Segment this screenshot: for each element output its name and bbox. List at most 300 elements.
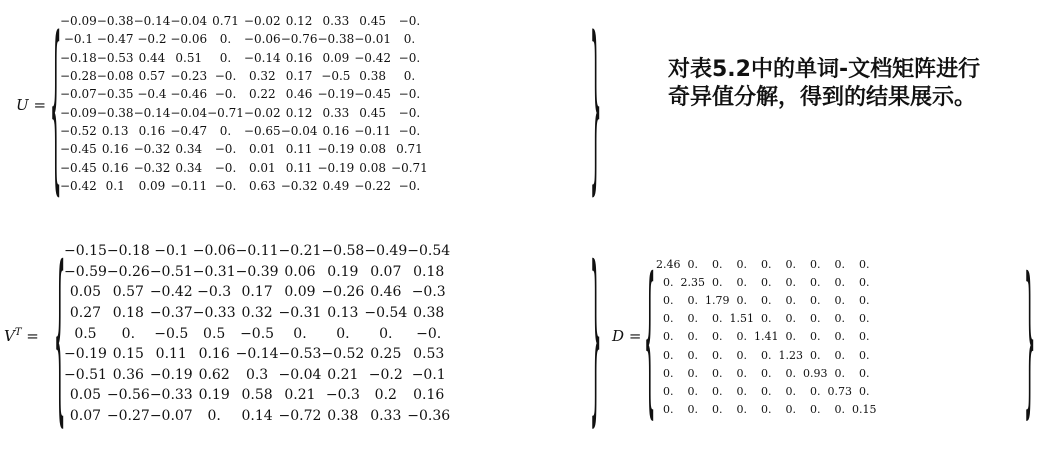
matrix-U-cell: −0.65 xyxy=(243,123,281,138)
matrix-D-cell: 0. xyxy=(810,312,821,326)
matrix-U-cell: 0.01 xyxy=(248,142,276,157)
matrix-D-cell: 0. xyxy=(687,330,698,344)
matrix-D-cell: 2.46 xyxy=(656,257,681,271)
matrix-D-cell: 0. xyxy=(810,384,821,398)
matrix-U-cell: 0.46 xyxy=(285,87,313,102)
matrix-D-cell: 0. xyxy=(785,384,796,398)
matrix-U-cell: 0.16 xyxy=(101,160,129,175)
matrix-VT-cell: 0.16 xyxy=(198,346,230,363)
matrix-VT-cell: 0.2 xyxy=(374,387,397,404)
matrix-U-cell: −0.53 xyxy=(96,50,134,65)
matrix-U-cell: −0.01 xyxy=(354,32,392,47)
matrix-U-cell: −0.14 xyxy=(133,105,171,120)
matrix-U-row xyxy=(60,67,428,85)
matrix-D-cell: 0. xyxy=(712,366,723,380)
matrix-D-cell: 0. xyxy=(663,330,674,344)
matrix-VT-cell: −0.52 xyxy=(321,346,365,363)
matrix-U-cell: 0.16 xyxy=(322,123,350,138)
matrix-D-label xyxy=(612,327,641,345)
matrix-VT-cell: −0.31 xyxy=(192,263,236,280)
matrix-U-cell: −0. xyxy=(398,14,421,29)
matrix-VT-cell: −0.14 xyxy=(235,346,279,363)
matrix-D-cell: 0. xyxy=(736,275,747,289)
matrix-VT-row xyxy=(64,385,450,406)
matrix-U-cell: −0. xyxy=(214,69,237,84)
matrix-D-cell: 0. xyxy=(663,275,674,289)
matrix-D-cell: 1.23 xyxy=(778,348,803,362)
matrix-D-cell: 0. xyxy=(859,312,870,326)
matrix-U-cell: −0.76 xyxy=(280,32,318,47)
matrix-D-cell: 1.79 xyxy=(705,293,730,307)
matrix-D-cell: 0. xyxy=(687,312,698,326)
matrix-U-cell: −0.32 xyxy=(133,160,171,175)
matrix-U-cell: −0.04 xyxy=(280,123,318,138)
matrix-U-cell: 0.44 xyxy=(138,50,166,65)
matrix-U-cell: −0.38 xyxy=(317,32,355,47)
equals-sign: = xyxy=(628,327,642,345)
matrix-U-cell: 0.51 xyxy=(175,50,203,65)
matrix-VT-cell: 0. xyxy=(379,325,393,342)
matrix-VT-row xyxy=(64,303,450,324)
matrix-VT-row xyxy=(64,365,450,386)
matrix-U-cell: −0.08 xyxy=(96,69,134,84)
matrix-VT-cell: 0.58 xyxy=(241,387,273,404)
matrix-D-left-brace: { xyxy=(644,238,656,436)
matrix-VT-cell: −0.15 xyxy=(64,243,107,260)
matrix-U-cell: 0.01 xyxy=(248,160,276,175)
matrix-D-cell: 0. xyxy=(736,257,747,271)
matrix-VT-cell: 0.14 xyxy=(241,408,273,425)
matrix-D-cell: 0. xyxy=(712,312,723,326)
matrix-VT-row xyxy=(64,282,450,303)
matrix-D-cell: 0. xyxy=(712,330,723,344)
matrix-U-cell: −0.42 xyxy=(354,50,392,65)
matrix-D-cell: 0. xyxy=(859,348,870,362)
matrix-D-cell: 0. xyxy=(761,348,772,362)
matrix-VT-cell: 0.19 xyxy=(327,263,359,280)
matrix-U-cell: 0.32 xyxy=(248,69,276,84)
matrix-U-cell: −0.42 xyxy=(60,178,97,193)
matrix-VT-row xyxy=(64,323,450,344)
matrix-U-cell: −0. xyxy=(398,178,421,193)
matrix-VT-cell: 0.25 xyxy=(370,346,402,363)
matrix-D-cell: 0. xyxy=(859,330,870,344)
matrix-D-row xyxy=(656,364,877,382)
matrix-VT-cell: 0. xyxy=(121,325,136,342)
matrix-U-cell: −0.02 xyxy=(243,14,281,29)
matrix-D-cell: 0. xyxy=(834,293,845,307)
matrix-D-cell: 0. xyxy=(834,403,845,417)
matrix-U-cell: 0. xyxy=(403,69,416,84)
matrix-U-label xyxy=(16,96,46,114)
matrix-VT-cell: 0.05 xyxy=(69,387,102,404)
matrix-D-cell: 0. xyxy=(712,384,723,398)
matrix-VT-cell: −0.1 xyxy=(154,243,189,260)
matrix-VT-cell: 0.57 xyxy=(112,284,144,301)
matrix-VT-row xyxy=(64,344,450,365)
matrix-U-cell: −0.22 xyxy=(354,178,392,193)
matrix-U-cell: −0.11 xyxy=(170,178,208,193)
matrix-VT-cell: 0.38 xyxy=(327,408,359,425)
matrix-VT-cell: −0.27 xyxy=(106,408,150,425)
matrix-U-cell: 0.11 xyxy=(285,142,313,157)
matrix-VT-label xyxy=(4,327,39,345)
matrix-VT-cell: 0.33 xyxy=(370,408,402,425)
matrix-U-cell: 0.09 xyxy=(138,178,166,193)
matrix-VT-cell: 0.36 xyxy=(112,366,144,383)
matrix-U-cell: −0.02 xyxy=(243,105,281,120)
matrix-D-table xyxy=(656,255,877,419)
matrix-D-cell: 0. xyxy=(859,293,870,307)
matrix-D-cell: 0. xyxy=(687,348,698,362)
matrix-U-cell: 0.1 xyxy=(105,178,125,193)
matrix-VT-cell: −0.39 xyxy=(235,263,279,280)
matrix-U-cell: −0. xyxy=(398,123,421,138)
matrix-D-cell: 0. xyxy=(761,312,772,326)
matrix-VT-cell: −0.26 xyxy=(106,263,150,280)
matrix-U-cell: −0. xyxy=(214,87,237,102)
matrix-U-row xyxy=(60,158,428,176)
matrix-U-cell: −0.46 xyxy=(170,87,208,102)
matrix-D-cell: 0. xyxy=(687,384,698,398)
matrix-U-table xyxy=(60,12,428,195)
matrix-U-row xyxy=(60,103,428,121)
matrix-D-cell: 0. xyxy=(761,403,772,417)
matrix-D-row xyxy=(656,255,877,273)
matrix-D-cell: 0.15 xyxy=(852,403,877,417)
matrix-U-cell: −0.32 xyxy=(133,142,171,157)
matrix-D-cell: 0. xyxy=(736,384,747,398)
matrix-D-cell: 0. xyxy=(712,403,723,417)
matrix-U-cell: 0. xyxy=(219,32,232,47)
matrix-D-cell: 1.51 xyxy=(729,312,754,326)
matrix-D-cell: 0. xyxy=(761,257,772,271)
matrix-VT-cell: −0.5 xyxy=(240,325,275,342)
matrix-VT-cell: −0.26 xyxy=(321,284,365,301)
matrix-D-cell: 0.73 xyxy=(827,384,852,398)
matrix-U-cell: −0.06 xyxy=(243,32,281,47)
matrix-D-cell: 0. xyxy=(761,366,772,380)
matrix-D-cell: 0. xyxy=(736,403,747,417)
matrix-D-cell: 0. xyxy=(736,366,747,380)
matrix-VT-cell: −0.18 xyxy=(106,243,150,260)
matrix-VT-cell: 0.13 xyxy=(327,305,359,322)
matrix-VT-table xyxy=(64,241,450,426)
matrix-VT-cell: 0.32 xyxy=(241,305,273,322)
matrix-D-cell: 0. xyxy=(736,348,747,362)
matrix-U-cell: −0.14 xyxy=(133,14,171,29)
matrix-U-cell: 0.45 xyxy=(359,14,386,29)
matrix-D-cell: 0. xyxy=(785,366,796,380)
matrix-VT-cell: 0.06 xyxy=(284,263,316,280)
matrix-D-row xyxy=(656,382,877,400)
matrix-D-cell: 0. xyxy=(663,403,674,417)
matrix-D-cell: 0. xyxy=(834,330,845,344)
matrix-VT-row xyxy=(64,262,450,283)
matrix-U-cell: 0.45 xyxy=(359,105,386,120)
matrix-VT-cell: −0.59 xyxy=(64,263,107,280)
matrix-U-cell: 0. xyxy=(403,32,416,47)
matrix-D-right-brace: } xyxy=(1024,238,1036,436)
matrix-U-cell: 0.16 xyxy=(101,142,129,157)
matrix-VT-cell: −0.31 xyxy=(278,305,322,322)
matrix-U-cell: 0.09 xyxy=(322,50,350,65)
matrix-U-left-brace: { xyxy=(50,0,62,214)
matrix-U-cell: −0.71 xyxy=(207,105,244,120)
matrix-U-cell: −0.5 xyxy=(321,69,351,84)
matrix-U-cell: −0.1 xyxy=(63,32,93,47)
matrix-D-row xyxy=(656,401,877,419)
matrix-VT-cell: 0.21 xyxy=(327,366,359,383)
matrix-D-cell: 0. xyxy=(785,312,796,326)
matrix-VT-cell: 0. xyxy=(207,408,221,425)
matrix-VT-cell: −0.51 xyxy=(149,263,193,280)
matrix-VT-cell: −0.06 xyxy=(192,243,236,260)
matrix-VT-cell: −0.07 xyxy=(149,408,193,425)
matrix-U-cell: 0.08 xyxy=(359,160,386,175)
matrix-VT-cell: −0.3 xyxy=(197,284,232,301)
matrix-VT-cell: −0.54 xyxy=(364,305,408,322)
matrix-U-cell: 0.11 xyxy=(285,160,313,175)
matrix-U-cell: −0.45 xyxy=(60,160,97,175)
matrix-VT-cell: −0.04 xyxy=(278,366,322,383)
matrix-U-cell: 0.33 xyxy=(322,105,350,120)
matrix-VT-cell: −0.19 xyxy=(149,366,193,383)
matrix-D-cell: 0. xyxy=(834,366,845,380)
matrix-VT-cell: 0.15 xyxy=(112,346,144,363)
matrix-VT-cell: −0.2 xyxy=(368,366,403,383)
matrix-D-cell: 0. xyxy=(663,293,674,307)
matrix-U-cell: −0. xyxy=(398,50,421,65)
matrix-U-cell: 0.12 xyxy=(285,14,313,29)
matrix-D-cell: 0. xyxy=(810,348,821,362)
matrix-U-cell: −0.71 xyxy=(391,160,428,175)
matrix-D-cell: 0. xyxy=(810,403,821,417)
matrix-D-cell: 0. xyxy=(859,275,870,289)
matrix-U-cell: 0.49 xyxy=(322,178,350,193)
matrix-U-cell: 0.34 xyxy=(175,160,203,175)
matrix-VT-cell: −0.19 xyxy=(64,346,107,363)
matrix-U-row xyxy=(60,177,428,195)
matrix-D-cell: 0. xyxy=(810,275,821,289)
matrix-D-cell: 0. xyxy=(663,366,674,380)
matrix-VT-row xyxy=(64,406,450,427)
matrix-D-cell: 0. xyxy=(834,312,845,326)
matrix-U-cell: 0.38 xyxy=(359,69,386,84)
matrix-D-cell: 0. xyxy=(712,257,723,271)
matrix-D-cell: 0. xyxy=(785,403,796,417)
matrix-U-cell: −0.35 xyxy=(96,87,134,102)
matrix-U-cell: −0.32 xyxy=(280,178,318,193)
matrix-D-row xyxy=(656,328,877,346)
matrix-D-cell: 2.35 xyxy=(680,275,705,289)
matrix-U-cell: −0.52 xyxy=(60,123,97,138)
matrix-D-cell: 0. xyxy=(761,275,772,289)
matrix-U-cell: −0.28 xyxy=(60,69,97,84)
matrix-VT-cell: −0.1 xyxy=(411,366,446,383)
matrix-VT-cell: 0.16 xyxy=(413,387,445,404)
matrix-VT-cell: −0. xyxy=(416,325,442,342)
matrix-U-cell: 0.12 xyxy=(285,105,313,120)
equals-sign: = xyxy=(33,96,47,114)
matrix-VT-row xyxy=(64,241,450,262)
matrix-VT-cell: 0.18 xyxy=(413,263,445,280)
matrix-VT-cell: −0.37 xyxy=(149,305,193,322)
matrix-D-row xyxy=(656,310,877,328)
matrix-U-cell: 0.17 xyxy=(285,69,313,84)
matrix-U-cell: −0.18 xyxy=(60,50,97,65)
matrix-VT-cell: −0.5 xyxy=(154,325,189,342)
matrix-U-cell: −0.11 xyxy=(354,123,392,138)
matrix-VT-cell: 0.3 xyxy=(245,366,269,383)
matrix-U-cell: 0.08 xyxy=(359,142,386,157)
matrix-U-row xyxy=(60,122,428,140)
matrix-U-cell: −0.38 xyxy=(96,14,134,29)
matrix-U-cell: 0.16 xyxy=(138,123,166,138)
matrix-VT-cell: −0.49 xyxy=(364,243,408,260)
matrix-U-cell: 0.71 xyxy=(212,14,239,29)
matrix-D-row xyxy=(656,291,877,309)
matrix-VT-cell: 0. xyxy=(293,325,307,342)
matrix-U-cell: −0.45 xyxy=(354,87,392,102)
matrix-U-cell: 0.13 xyxy=(101,123,129,138)
matrix-U-row xyxy=(60,85,428,103)
matrix-U-cell: −0.07 xyxy=(60,87,97,102)
matrix-VT-cell: −0.51 xyxy=(64,366,107,383)
matrix-VT-cell: −0.33 xyxy=(192,305,236,322)
matrix-U-cell: −0. xyxy=(214,142,237,157)
matrix-U-cell: −0.47 xyxy=(96,32,134,47)
matrix-U-cell: 0. xyxy=(219,50,232,65)
matrix-VT-cell: −0.42 xyxy=(149,284,193,301)
equals-sign: = xyxy=(26,327,39,345)
matrix-VT-cell: 0.27 xyxy=(69,305,102,322)
matrix-VT-cell: −0.58 xyxy=(321,243,365,260)
matrix-VT-cell: 0.46 xyxy=(370,284,402,301)
matrix-VT-cell: −0.72 xyxy=(278,408,322,425)
matrix-U-cell: −0.06 xyxy=(170,32,208,47)
matrix-U-cell: −0. xyxy=(214,178,237,193)
matrix-VT-left-brace: { xyxy=(54,222,66,445)
matrix-VT-cell: 0.09 xyxy=(284,284,316,301)
caption-text: 对表5.2中的单词-文档矩阵进行奇异值分解，得到的结果展示。 xyxy=(668,57,981,110)
matrix-U-cell: 0.63 xyxy=(248,178,276,193)
matrix-VT-cell: −0.56 xyxy=(106,387,150,404)
matrix-U-cell: −0.19 xyxy=(317,87,355,102)
matrix-D-cell: 0. xyxy=(687,293,698,307)
matrix-U-cell: 0.22 xyxy=(248,87,276,102)
matrix-VT-symbol: V xyxy=(4,327,15,345)
matrix-VT-cell: −0.54 xyxy=(407,243,451,260)
matrix-U-cell: 0.57 xyxy=(138,69,166,84)
matrix-D-cell: 1.41 xyxy=(754,330,779,344)
transpose-superscript: T xyxy=(14,327,22,338)
matrix-D-symbol: D xyxy=(612,327,625,345)
matrix-VT-cell: −0.3 xyxy=(411,284,446,301)
matrix-VT-right-brace: } xyxy=(590,222,602,445)
matrix-D-cell: 0. xyxy=(859,366,870,380)
matrix-U-cell: −0. xyxy=(398,87,421,102)
matrix-VT-cell: 0.53 xyxy=(413,346,445,363)
matrix-U-cell: −0.19 xyxy=(317,142,355,157)
matrix-VT-cell: 0.5 xyxy=(74,325,97,342)
matrix-U-cell: 0.71 xyxy=(396,142,423,157)
matrix-U-cell: −0.04 xyxy=(170,105,208,120)
matrix-D-cell: 0. xyxy=(785,257,796,271)
matrix-D-cell: 0. xyxy=(687,403,698,417)
matrix-D-cell: 0. xyxy=(663,312,674,326)
matrix-VT-cell: 0.18 xyxy=(112,305,144,322)
matrix-D-cell: 0. xyxy=(687,366,698,380)
matrix-U-row xyxy=(60,12,428,30)
matrix-VT-cell: 0. xyxy=(336,325,350,342)
matrix-U-cell: −0.19 xyxy=(317,160,355,175)
matrix-U-cell: 0.34 xyxy=(175,142,203,157)
matrix-VT-cell: 0.11 xyxy=(155,346,187,363)
matrix-D-row xyxy=(656,346,877,364)
matrix-D-cell: 0. xyxy=(663,348,674,362)
matrix-U-cell: −0.14 xyxy=(243,50,281,65)
matrix-U-cell: −0.47 xyxy=(170,123,208,138)
matrix-D-cell: 0. xyxy=(736,330,747,344)
matrix-U-cell: 0.33 xyxy=(322,14,350,29)
matrix-U-cell: −0. xyxy=(214,160,237,175)
matrix-VT-cell: 0.07 xyxy=(370,263,402,280)
matrix-VT-cell: 0.19 xyxy=(198,387,230,404)
matrix-U-cell: −0.38 xyxy=(96,105,134,120)
matrix-D-cell: 0. xyxy=(761,293,772,307)
matrix-VT-cell: 0.38 xyxy=(413,305,445,322)
matrix-D-cell: 0. xyxy=(834,275,845,289)
matrix-D-cell: 0. xyxy=(834,348,845,362)
matrix-D-cell: 0. xyxy=(810,330,821,344)
matrix-D-cell: 0. xyxy=(712,348,723,362)
matrix-D-row xyxy=(656,273,877,291)
matrix-D-cell: 0. xyxy=(785,275,796,289)
matrix-D-cell: 0. xyxy=(810,293,821,307)
matrix-D-cell: 0. xyxy=(785,293,796,307)
matrix-U-cell: −0.09 xyxy=(60,105,97,120)
matrix-D-cell: 0. xyxy=(810,257,821,271)
matrix-U-row xyxy=(60,140,428,158)
matrix-U-cell: −0.45 xyxy=(60,142,97,157)
matrix-VT-cell: 0.21 xyxy=(284,387,316,404)
matrix-VT-cell: 0.17 xyxy=(241,284,273,301)
matrix-VT-cell: −0.33 xyxy=(149,387,193,404)
matrix-U-cell: 0.16 xyxy=(285,50,313,65)
matrix-D-cell: 0. xyxy=(785,330,796,344)
matrix-U-cell: −0.09 xyxy=(60,14,97,29)
matrix-D-cell: 0. xyxy=(859,384,870,398)
matrix-VT-cell: 0.62 xyxy=(198,366,230,383)
matrix-VT-cell: −0.11 xyxy=(235,243,279,260)
matrix-D-cell: 0.93 xyxy=(803,366,828,380)
matrix-U-right-brace: } xyxy=(590,0,602,214)
matrix-VT-cell: 0.07 xyxy=(69,408,102,425)
matrix-U-cell: −0. xyxy=(398,105,421,120)
matrix-U-row xyxy=(60,49,428,67)
matrix-D-cell: 0. xyxy=(736,293,747,307)
matrix-U-cell: 0. xyxy=(219,123,232,138)
matrix-VT-cell: −0.53 xyxy=(278,346,322,363)
matrix-VT-cell: −0.21 xyxy=(278,243,322,260)
matrix-D-cell: 0. xyxy=(687,257,698,271)
matrix-D-cell: 0. xyxy=(712,275,723,289)
matrix-D-cell: 0. xyxy=(834,257,845,271)
matrix-U-cell: −0.04 xyxy=(170,14,208,29)
matrix-D-cell: 0. xyxy=(761,384,772,398)
matrix-U-row xyxy=(60,30,428,48)
